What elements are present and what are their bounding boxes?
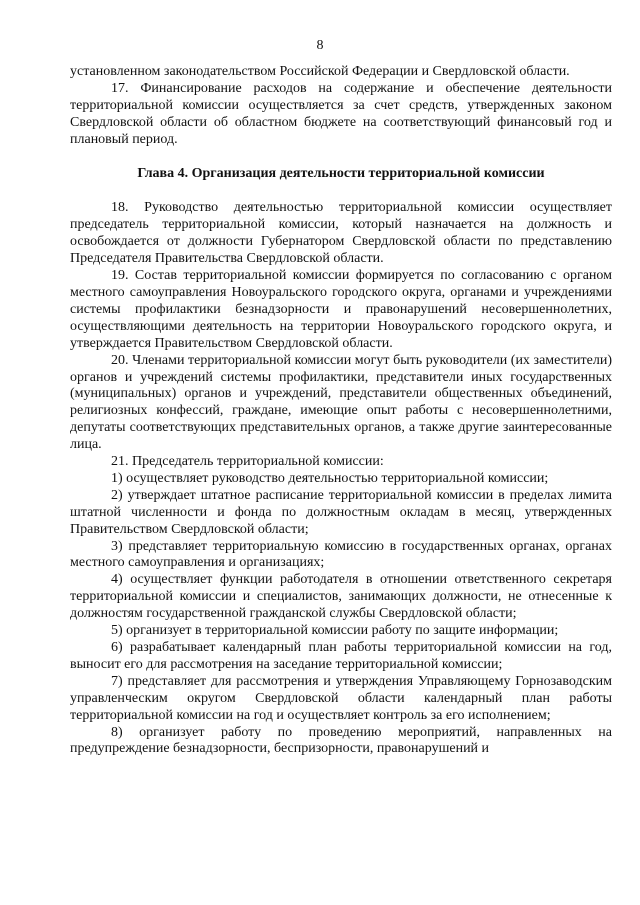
list-item-3: 3) представляет территориальную комиссию в государственных органах, органах местного самоуправления и организациях;	[70, 538, 612, 571]
document-body	[70, 64, 612, 758]
list-item-1: 1) осуществляет руководство деятельностью территориальной комиссии;	[111, 470, 549, 486]
list-item-2: 2) утверждает штатное расписание территориальной комиссии в пределах лимита штатной численности и фонда по должностным окладам в месяц, утвержденных Правительством Свердловской области;	[70, 487, 612, 537]
list-item-7: 7) представляет для рассмотрения и утверждения Управляющему Горнозаводским управленческим округом Свердловской области календарный план работы территориальной комиссии на год и осуществляет контроль за его исполнением;	[70, 673, 612, 723]
paragraph-continuation: установленном законодательством Российской Федерации и Свердловской области.	[70, 64, 570, 79]
paragraph-21: 21. Председатель территориальной комиссии:	[111, 454, 384, 470]
list-item-6: 6) разрабатывает календарный план работы территориальной комиссии на год, выносит его для рассмотрения на заседание территориальной комиссии;	[70, 640, 612, 672]
page-number: 8	[316, 38, 324, 53]
list-item-5: 5) организует в территориальной комиссии работу по защите информации;	[111, 623, 559, 639]
list-item-8: 8) организует работу по проведению мероприятий, направленных на предупреждение безнадзорности, беспризорности, правонарушений и	[70, 724, 612, 757]
list-item-4: 4) осуществляет функции работодателя в отношении ответственного секретаря территориальной комиссии и специалистов, занимающих должности, не отнесенные к должностям государственной гражданской службы Свердловской области;	[70, 572, 612, 622]
paragraph-17: 17. Финансирование расходов на содержание и обеспечение деятельности территориальной комиссии осуществляется за счет средств, утвержденных законом Свердловской области об областном бюджете на соответствующий финансовый год и плановый период.	[70, 80, 612, 147]
paragraph-20: 20. Членами территориальной комиссии могут быть руководители (их заместители) органов и учреждений системы профилактики, представители иных государственных (муниципальных) органов и учреждений, представители общественных объединений, религиозных конфессий, граждане, имеющие опыт работы с несовершеннолетними, депутаты соответствующих представительных органов, а также другие заинтересованные лица.	[70, 352, 612, 453]
chapter-heading: Глава 4. Организация деятельности территориальной комиссии	[137, 165, 545, 181]
paragraph-19: 19. Состав территориальной комиссии формируется по согласованию с органом местного самоуправления Новоуральского городского округа, органами и учреждениями системы профилактики безнадзорности и правонарушений несовершеннолетних, осуществляющими деятельность на территории Новоуральского городского округа, и утверждается Правительством Свердловской области.	[70, 268, 612, 351]
paragraph-18: 18. Руководство деятельностью территориальной комиссии осуществляет председатель территориальной комиссии, который назначается на должность и освобождается от должности Губернатором Свердловской области по представлению Председателя Правительства Свердловской области.	[70, 200, 612, 267]
